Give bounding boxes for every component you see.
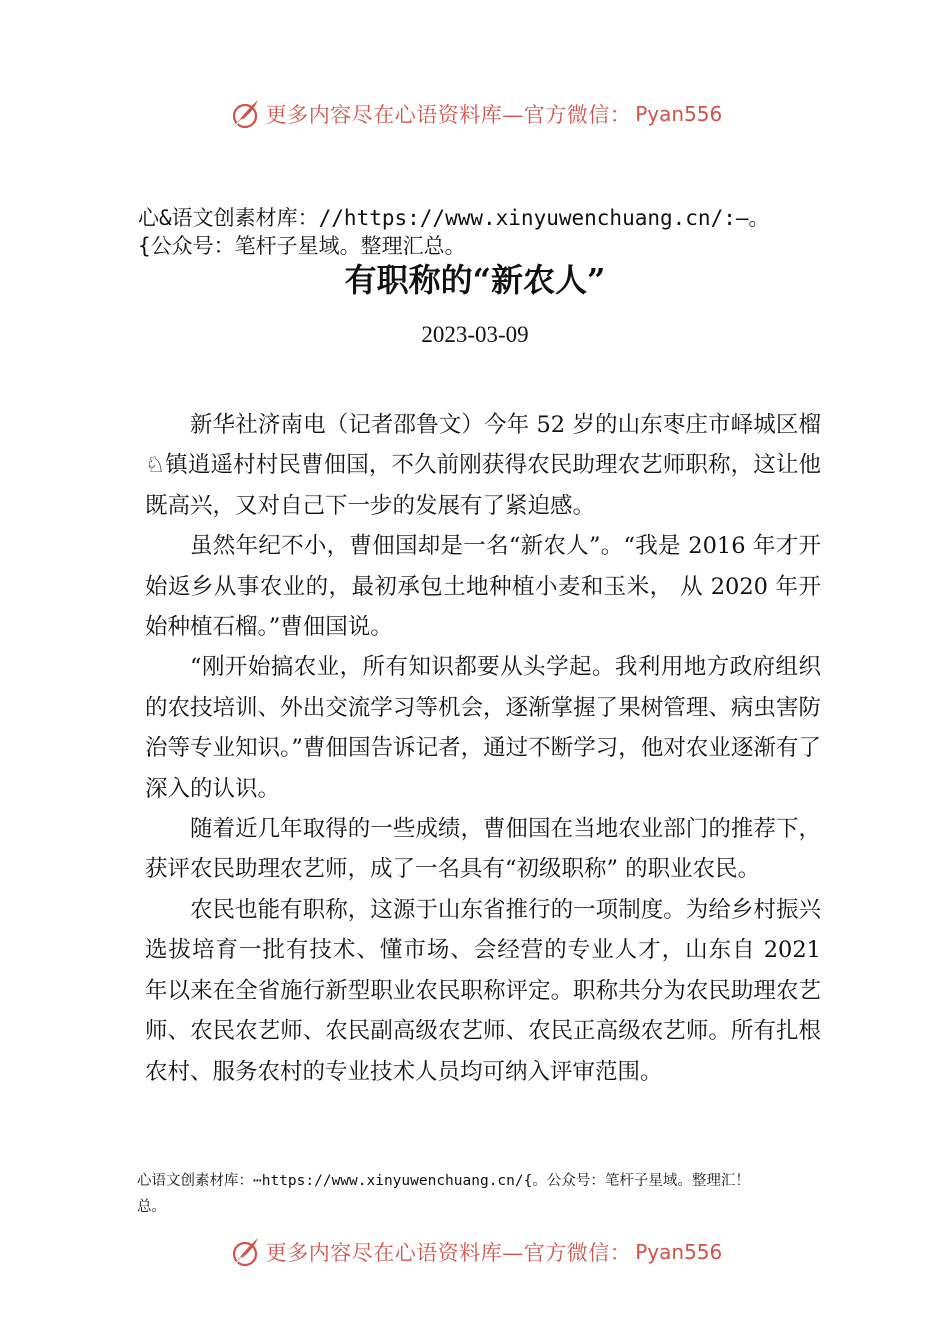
footer-note (137, 1168, 827, 1220)
article-paragraph-4: 随着近几年取得的一些成绩，曹佃国在当地农业部门的推荐下，获评农民助理农艺师，成了一名具有“初级职称” 的职业农民。 (145, 816, 821, 883)
banner-text: 更多内容尽在心语资料库—官方微信： (265, 1241, 632, 1265)
source-header-line-1: 心&语文创素材库：//https://www.xinyuwenchuang.cn/:—。 (138, 206, 770, 230)
article-paragraph-3: “刚开始搞农业，所有知识都要从头学起。我利用地方政府组织的农技培训、外出交流学习等机会，逐渐掌握了果树管理、病虫害防治等专业知识。”曹佃国告诉记者，通过不断学习，他对农业逐渐有了深入的认识。 (145, 654, 821, 802)
source-header-line-2: {公众号：笔杆子星域。整理汇总。 (138, 234, 466, 258)
top-banner (0, 94, 950, 134)
article-title: 有职称的“新农人” (344, 261, 606, 299)
banner-wechat-id: Pyan556 (635, 102, 723, 126)
article-date: 2023-03-09 (421, 322, 529, 347)
article-paragraph-1: 新华社济南电（记者邵鲁文）今年 52 岁的山东枣庄市峄城区榴♘镇逍遥村村民曹佃国，不久前刚获得农民助理农艺师职称，这让他既高兴，又对自己下一步的发展有了紧迫感。 (145, 412, 821, 519)
feather-quill-icon (228, 97, 262, 131)
bottom-banner (0, 1232, 950, 1272)
article-body (145, 405, 821, 1092)
footer-note-line-2: 总。 (137, 1199, 166, 1215)
article-paragraph-5: 农民也能有职称，这源于山东省推行的一项制度。为给乡村振兴选拔培育一批有技术、懂市场、会经营的专业人才，山东自 2021 年以来在全省施行新型职业农民职称评定。职称共分为农民助理农艺师、农民农艺师、农民副高级农艺师、农民正高级农艺师。所有扎根农村、服务农村的专业技术人员均可纳入评审范围。 (145, 896, 821, 1085)
article-paragraph-2: 虽然年纪不小，曹佃国却是一名“新农人”。“我是 2016 年才开始返乡从事农业的，最初承包土地种植小麦和玉米， 从 2020 年开始种植石榴。”曹佃国说。 (145, 533, 821, 641)
source-header (138, 204, 838, 260)
footer-note-line-1: 心语文创素材库：⋯https://www.xinyuwenchuang.cn/{。公众号：笔杆子星域。整理汇！ (137, 1173, 750, 1189)
banner-text: 更多内容尽在心语资料库—官方微信： (265, 103, 632, 127)
feather-quill-icon (228, 1235, 262, 1269)
banner-wechat-id: Pyan556 (635, 1240, 723, 1264)
